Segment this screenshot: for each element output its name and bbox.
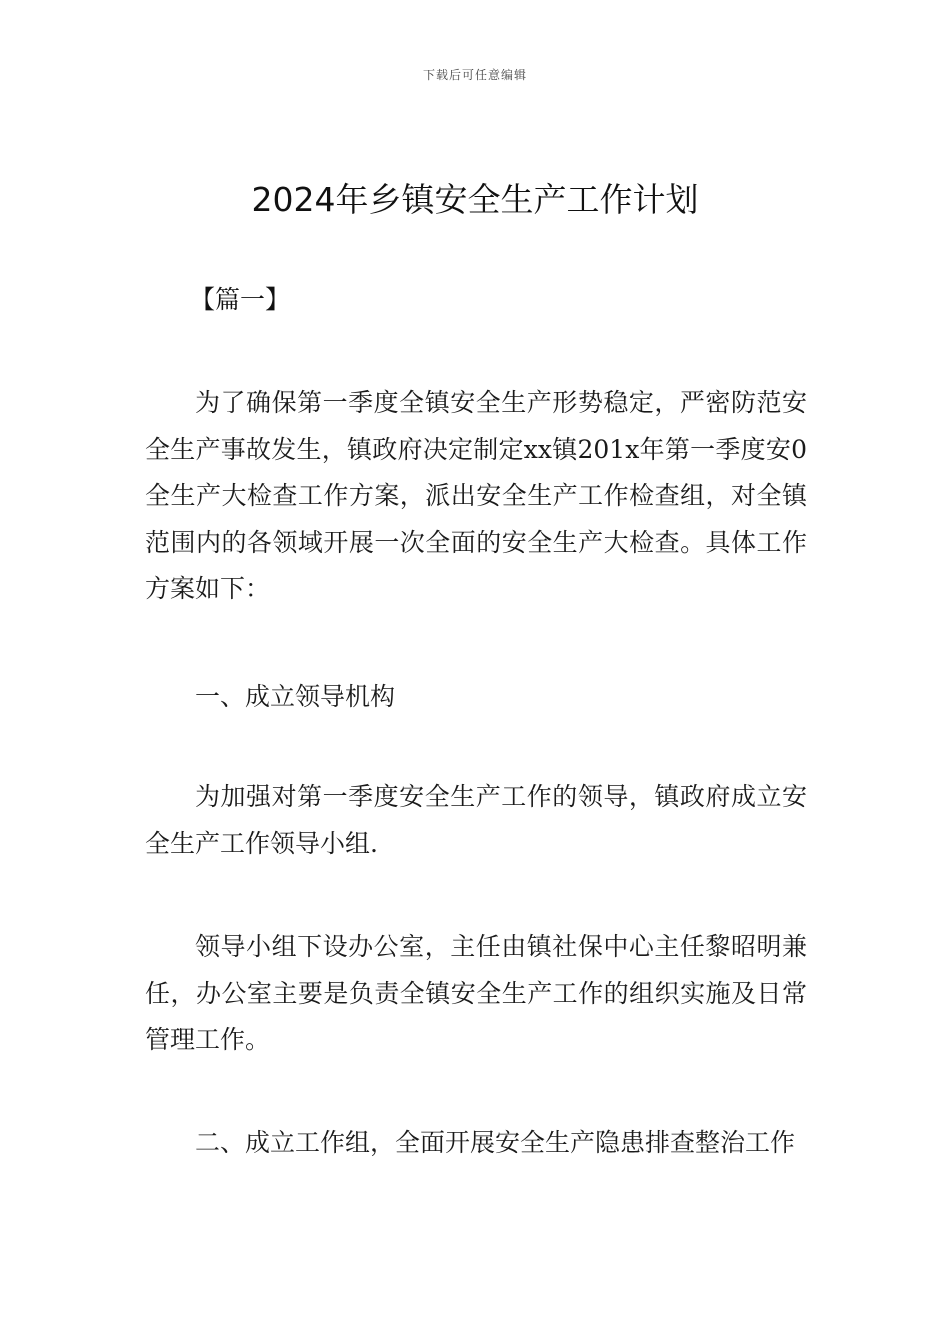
section-heading-1: 一、成立领导机构 xyxy=(195,682,396,711)
header-note: 下载后可任意编辑 xyxy=(422,68,527,82)
section-label: 【篇一】 xyxy=(190,285,291,314)
leadership-paragraph: 为加强对第一季度安全生产工作的领导，镇政府成立安全生产工作领导小组. xyxy=(145,782,807,858)
section-heading-2: 二、成立工作组，全面开展安全生产隐患排查整治工作 xyxy=(195,1128,796,1157)
office-paragraph: 领导小组下设办公室，主任由镇社保中心主任黎昭明兼任，办公室主要是负责全镇安全生产工作的组织实施及日常管理工作。 xyxy=(145,932,807,1054)
intro-paragraph: 为了确保第一季度全镇安全生产形势稳定，严密防范安全生产事故发生，镇政府决定制定xx镇201x年第一季度安0全生产大检查工作方案，派出安全生产工作检查组，对全镇范围内的各领域开展一次全面的安全生产大检查。具体工作方案如下： xyxy=(145,388,807,603)
document-title: 2024年乡镇安全生产工作计划 xyxy=(251,180,699,219)
